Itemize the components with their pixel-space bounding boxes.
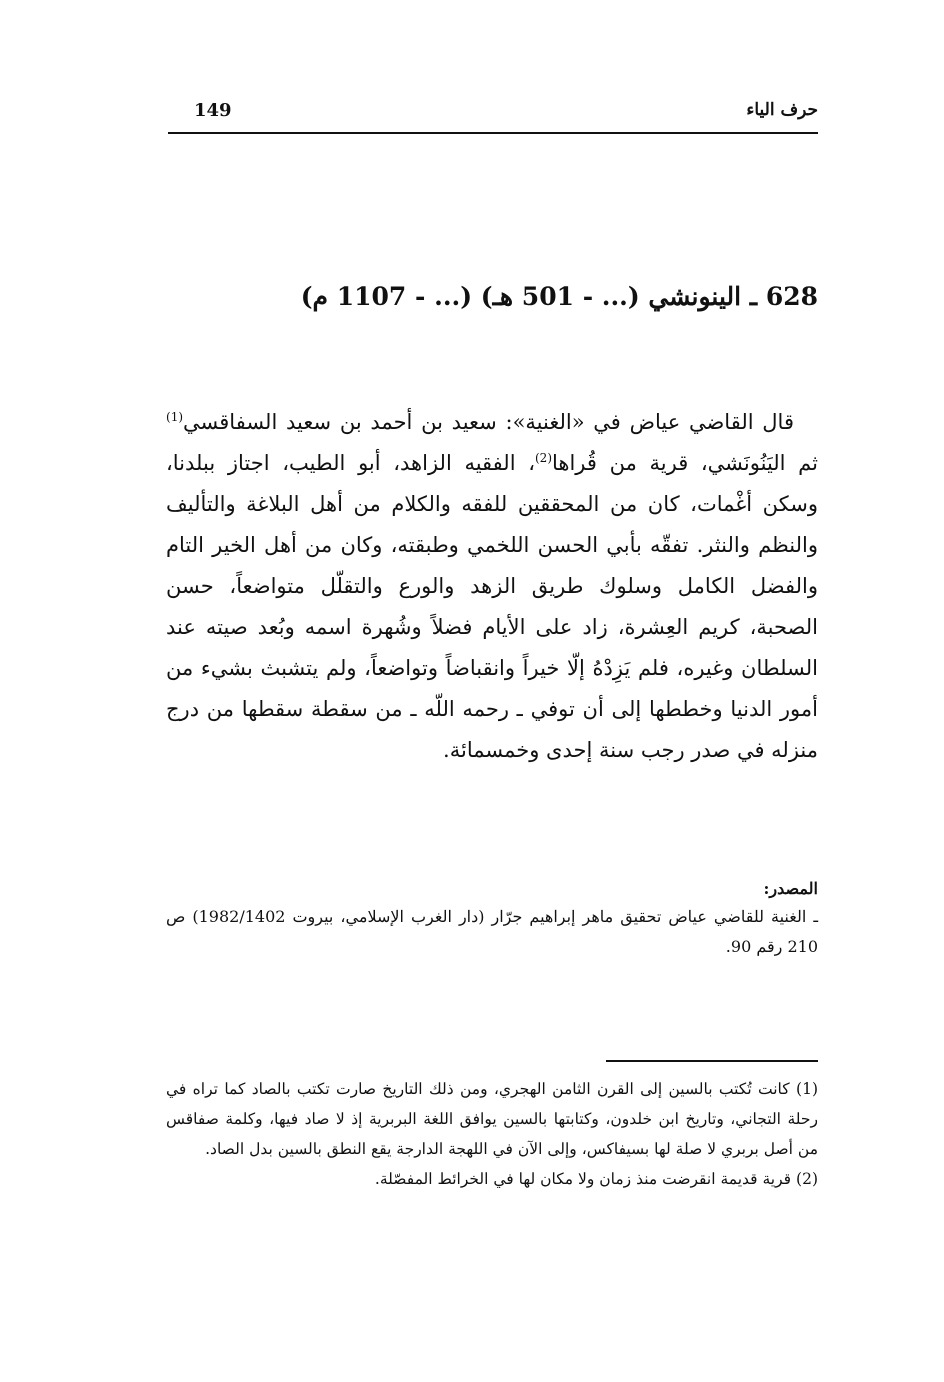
source-citation: ـ الغنية للقاضي عياض تحقيق ماهر إبراهيم جرّار (دار الغرب الإسلامي، بيروت 1982/1402) ص 210 رقم 90. (166, 907, 819, 956)
source-label: المصدر: (763, 879, 818, 898)
body-text-part-2: ثم اليَنُونَشي، قرية من قُراها (552, 451, 818, 475)
page-header (168, 98, 818, 134)
footnote-ref-1: (1) (166, 410, 184, 424)
body-text-part-1: قال القاضي عياض في «الغنية»: سعيد بن أحمد بن سعيد السفاقسي (183, 410, 794, 434)
footnote-2: (2) قرية قديمة انقرضت منذ زمان ولا مكان لها في الخرائط المفصّلة. (374, 1170, 818, 1188)
footnote-divider (606, 1060, 818, 1062)
footnote-1: (1) كانت تُكتب بالسين إلى القرن الثامن الهجري، ومن ذلك التاريخ صارت تكتب بالصاد كما تراه في رحلة التجاني، وتاريخ ابن خلدون، وكتابتها بالسين يوافق اللغة البربرية إذ لا صاد فيها، وكلمة صفاقس من أصل بربري لا صلة لها بسيفاكس، وإلى الآن في اللهجة الدارجة يقع النطق بالسين بدل الصاد. (166, 1080, 818, 1158)
body-paragraph (166, 402, 818, 771)
footnotes (166, 1074, 818, 1194)
page-number: 149 (194, 100, 232, 121)
entry-title: 628 ـ الينونشي (... - 501 هـ) (... - 1107 م) (300, 282, 818, 311)
source-section (166, 876, 818, 962)
body-text-part-3: ، الفقيه الزاهد، أبو الطيب، اجتاز ببلدنا، وسكن أغْمات، كان من المحققين للفقه والكلام من أهل البلاغة والتأليف والنظم والنثر. تفقّه بأبي الحسن اللخمي وطبقته، وكان من أهل الخير التام والفضل الكامل وسلوك طريق الزهد والورع والتقلّل متواضعاً، حسن الصحبة، كريم العِشرة، زاد على الأيام فضلاً وشُهرة اسمه وبُعد صيته عند السلطان وغيره، فلم يَزِدْهُ إلّا خيراً وانقباضاً وتواضعاً، ولم يتشبث بشيء من أمور الدنيا وخططها إلى أن توفي ـ رحمه اللّه ـ من سقطة سقطها من درج منزله في صدر رجب سنة إحدى وخمسمائة. (166, 451, 818, 762)
entry-body (166, 402, 818, 771)
footnote-ref-2: (2) (534, 451, 552, 465)
running-title: حرف الياء (746, 100, 818, 120)
